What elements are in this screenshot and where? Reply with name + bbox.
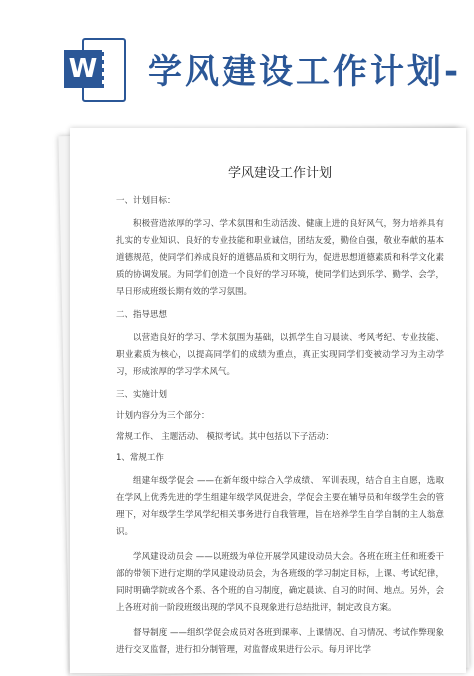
section-line: 一、计划目标： xyxy=(116,196,176,206)
section-line: 三、实施计划 xyxy=(116,390,168,400)
paragraph: 以营造良好的学习、学术氛围为基础，以抓学生自习晨读、考风考纪、专业技能、职业素质为核心，以提高同学们的成绩为重点，真正实现同学们变被动学习为主动学习，形成浓厚的学习学术风气。 xyxy=(116,333,444,377)
page-title: 学风建设工作计划- xyxy=(148,52,462,92)
top-banner xyxy=(0,0,474,132)
paragraph: 组建年级学促会 ——在新年级中综合入学成绩、 军训表现，结合自主自愿，选取在学风上优秀先进的学生组建年级学风促进会，学促会主要在辅导员和年级学生会的管理下，对年级学生学风学纪相关事务进行自我管理，旨在培养学生自学自制的主人翁意识。 xyxy=(116,476,444,537)
document-heading: 学风建设工作计划 xyxy=(227,166,332,181)
paragraph: 督导制度 ——组织学促会成员对各班到课率、上课情况、自习情况、考试作弊现象进行交叉监督，进行扣分制管理，对监督成果进行公示。每月评比学 xyxy=(116,628,444,655)
section-line: 计划内容分为三个部分： xyxy=(116,411,210,421)
document-body xyxy=(116,195,444,659)
section-line: 二、指导思想 xyxy=(116,310,168,320)
logo-letter: W xyxy=(64,50,102,88)
document-page xyxy=(70,128,466,673)
word-document-icon xyxy=(64,38,130,102)
section-line: 常规工作、 主题活动、 模拟考试。其中包括以下子活动： xyxy=(116,432,334,442)
paragraph: 学风建设动员会 ——以班级为单位开展学风建设动员大会。各班在班主任和班委干部的带领下进行定期的学风建设动员会，为各班级的学习制定目标，上课、考试纪律，同时明确学院或各个系、各个班的自习制度，确定晨读、自习的时间、地点。另外，会上各班对前一阶段班级出现的学风不良现象进行总结批评，制定改良方案。 xyxy=(116,552,444,613)
section-line: 1、常规工作 xyxy=(116,453,164,463)
paragraph: 积极营造浓厚的学习、学术氛围和生动活泼、健康上进的良好风气，努力培养具有扎实的专业知识、良好的专业技能和职业诚信，团结友爱，勤俭自强，敬业奉献的基本道德规范，使同学们养成良好的道德品质和文明行为，促进思想道德素质和科学文化素质的协调发展。为同学们创造一个良好的学习环境，使同学们达到乐学、勤学、会学，早日形成班级长期有效的学习氛围。 xyxy=(116,219,444,297)
